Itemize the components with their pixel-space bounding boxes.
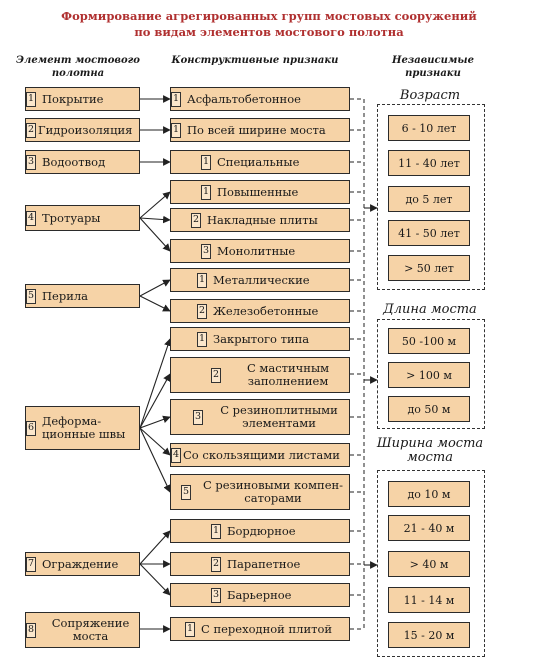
feature-number: 2 xyxy=(211,557,221,572)
feature-box xyxy=(170,239,350,263)
feature-box xyxy=(170,399,350,435)
feature-number: 2 xyxy=(211,368,221,383)
element-label: Гидроизоляция xyxy=(38,122,133,137)
feature-number: 1 xyxy=(185,622,195,637)
element-label: Водоотвод xyxy=(42,154,106,169)
feature-label: Со скользящими листами xyxy=(183,447,340,462)
feature-label: Барьерное xyxy=(227,587,292,602)
value-box: 21 - 40 м xyxy=(388,515,470,541)
feature-label: Накладные плиты xyxy=(207,212,318,227)
feature-label: Металлические xyxy=(213,272,310,287)
feature-box xyxy=(170,552,350,576)
feature-box xyxy=(170,208,350,232)
arrow-perila-1 xyxy=(140,280,170,296)
element-box-deformacionnye-shvy xyxy=(25,406,140,450)
feature-label: С переходной плитой xyxy=(201,621,333,636)
arrow-perila-2 xyxy=(140,296,170,311)
feature-box xyxy=(170,268,350,292)
feature-label: Повышенные xyxy=(217,184,299,199)
feature-label: Парапетное xyxy=(227,556,301,571)
element-label: Ограждение xyxy=(42,556,119,571)
feature-number: 1 xyxy=(171,123,181,138)
value-box: 41 - 50 лет xyxy=(388,220,470,246)
feature-number: 1 xyxy=(197,332,207,347)
element-number: 2 xyxy=(26,123,36,138)
feature-number: 4 xyxy=(171,448,181,463)
feature-box xyxy=(170,118,350,142)
feature-number: 3 xyxy=(193,410,203,425)
arrow-shvy-5 xyxy=(140,428,170,492)
element-label: Перила xyxy=(42,288,89,303)
group-title-vozrast: Возраст xyxy=(399,88,461,103)
feature-number: 5 xyxy=(181,485,191,500)
arrow-ograzhdenie-1 xyxy=(140,531,170,564)
header-independent: Независимые признаки xyxy=(392,55,474,79)
feature-label: С резиновыми компен-саторами xyxy=(202,478,344,505)
feature-number: 1 xyxy=(201,155,211,170)
element-box-gidroizolyaciya xyxy=(25,118,140,142)
feature-box xyxy=(170,87,350,111)
feature-number: 2 xyxy=(197,304,207,319)
value-box: 11 - 40 лет xyxy=(388,150,470,176)
header-constructive: Конструктивные признаки xyxy=(171,55,339,66)
element-box-trotuary xyxy=(25,205,140,231)
diagram-title-line-1: Формирование агрегированных групп мостовых сооружений xyxy=(61,9,477,23)
arrow-trotuary-2 xyxy=(140,218,170,220)
arrow-shvy-3 xyxy=(140,417,170,428)
element-number: 4 xyxy=(26,211,36,226)
element-label: Деформа-ционные швы xyxy=(42,414,126,441)
arrow-trotuary-1 xyxy=(140,192,170,218)
arrow-shvy-4 xyxy=(140,428,170,455)
value-box: > 40 м xyxy=(388,551,470,577)
group-title-shirina-mosta: Ширина моста моста xyxy=(376,436,484,465)
feature-label: По всей ширине моста xyxy=(187,122,326,137)
feature-label: Асфальтобетонное xyxy=(187,91,301,106)
feature-label: Специальные xyxy=(217,154,300,169)
element-box-perila xyxy=(25,284,140,308)
feature-box xyxy=(170,180,350,204)
element-number: 3 xyxy=(26,155,36,170)
element-label: Тротуары xyxy=(42,210,101,225)
value-box: до 5 лет xyxy=(388,186,470,212)
feature-box xyxy=(170,519,350,543)
feature-number: 1 xyxy=(201,185,211,200)
feature-number: 1 xyxy=(197,273,207,288)
value-box: > 100 м xyxy=(388,362,470,388)
feature-number: 2 xyxy=(191,213,201,228)
element-number: 8 xyxy=(26,623,36,638)
feature-label: С резиноплитными элементами xyxy=(220,403,338,430)
element-number: 5 xyxy=(26,289,36,304)
feature-box xyxy=(170,617,350,641)
arrow-trotuary-3 xyxy=(140,218,170,251)
diagram-title-line-2: по видам элементов мостового полотна xyxy=(134,25,404,39)
value-box: 15 - 20 м xyxy=(388,622,470,648)
element-box-pokrytie xyxy=(25,87,140,111)
feature-box xyxy=(170,150,350,174)
value-box: 6 - 10 лет xyxy=(388,115,470,141)
value-box: 50 -100 м xyxy=(388,328,470,354)
element-box-vodootvod xyxy=(25,150,140,174)
feature-number: 1 xyxy=(211,524,221,539)
feature-label: Монолитные xyxy=(217,243,296,258)
value-box: до 50 м xyxy=(388,396,470,422)
element-number: 1 xyxy=(26,92,36,107)
feature-label: С мастичным заполнением xyxy=(246,361,330,388)
feature-number: 3 xyxy=(211,588,221,603)
feature-number: 1 xyxy=(171,92,181,107)
feature-number: 3 xyxy=(201,244,211,259)
element-number: 6 xyxy=(26,421,36,436)
feature-box xyxy=(170,299,350,323)
feature-label: Бордюрное xyxy=(227,523,296,538)
arrow-shvy-1 xyxy=(140,339,170,428)
feature-box xyxy=(170,474,350,510)
element-label: Покрытие xyxy=(42,91,104,106)
feature-box xyxy=(170,327,350,351)
feature-box xyxy=(170,443,350,467)
feature-label: Закрытого типа xyxy=(213,331,310,346)
element-label: Сопряжение моста xyxy=(51,616,130,643)
feature-box xyxy=(170,583,350,607)
feature-box xyxy=(170,357,350,393)
arrow-ograzhdenie-3 xyxy=(140,564,170,595)
element-number: 7 xyxy=(26,557,36,572)
header-element: Элемент мостового полотна xyxy=(16,55,140,79)
group-title-dlina-mosta: Длина моста xyxy=(383,302,477,317)
value-box: 11 - 14 м xyxy=(388,587,470,613)
feature-label: Железобетонные xyxy=(213,303,319,318)
value-box: до 10 м xyxy=(388,481,470,507)
element-box-sopryazhenie xyxy=(25,612,140,648)
element-box-ograzhdenie xyxy=(25,552,140,576)
value-box: > 50 лет xyxy=(388,255,470,281)
